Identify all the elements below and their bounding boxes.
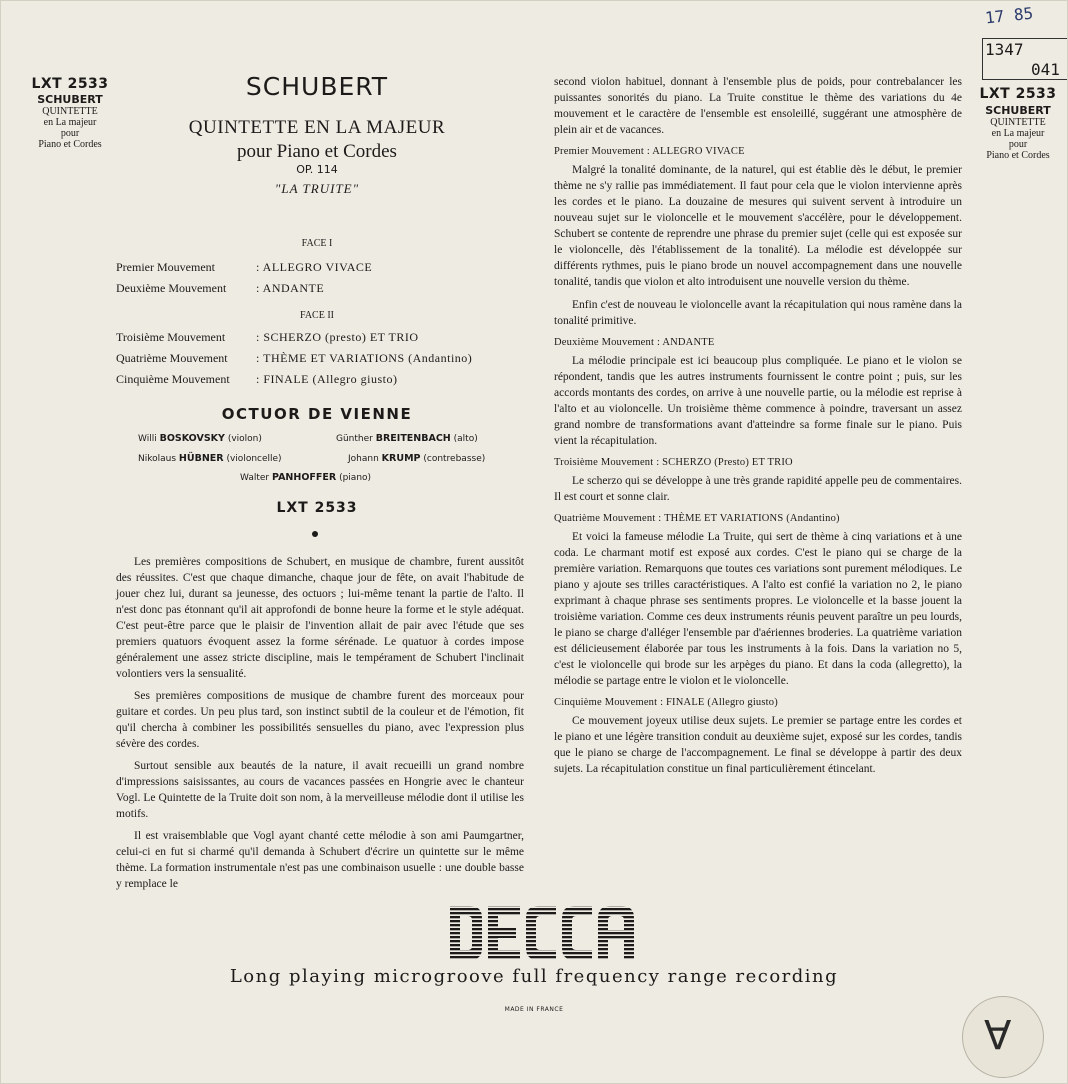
section-label: Deuxième Mouvement : <box>554 337 661 348</box>
notes-paragraph: Ce mouvement joyeux utilise deux sujets. Le premier se partage entre les cordes et le piano et une légère transition conduit au deuxième sujet, exposé sur les cordes, tandis que le piano se charge de l'accompagnement. Le final se développe à partir des deux sujets. La récapitulation constitue un final particulièrement étincelant. <box>554 715 962 775</box>
movement-title: : SCHERZO (presto) ET TRIO <box>256 330 419 344</box>
spine-catalog: LXT 2533 <box>979 86 1057 102</box>
notes-paragraph: Ses premières compositions de musique de chambre furent des morceaux pour guitare et cordes. Un peu plus tard, son instinct subtil de la couleur et de l'émotion, fit qu'il chercha à combiner les possibilités sensuelles du piano, avec l'expression plus sévère des cordes. <box>116 690 524 750</box>
bullet-dot <box>312 531 318 537</box>
performer-last-name: BOSKOVSKY <box>159 433 225 444</box>
title-block <box>108 72 526 197</box>
decca-logo-graphic <box>448 904 636 962</box>
performer <box>138 433 262 444</box>
composer-name: SCHUBERT <box>245 72 389 101</box>
performer-first-name: Walter <box>240 473 270 483</box>
spine-catalog: LXT 2533 <box>31 76 109 92</box>
section-heading <box>554 337 962 348</box>
made-in-label: MADE IN FRANCE <box>504 1006 564 1013</box>
performer-instrument: (violoncelle) <box>226 454 282 464</box>
work-nickname: "LA TRUITE" <box>274 181 360 196</box>
performer-first-name: Nikolaus <box>138 454 177 464</box>
spine-line3: Piano et Cordes <box>38 139 102 150</box>
spine-line2: pour <box>60 128 80 139</box>
spine-line1: en La majeur <box>991 128 1045 139</box>
movement-2 <box>116 278 324 299</box>
catalog-number: LXT 2533 <box>276 500 358 516</box>
spine-line2: pour <box>1008 139 1028 150</box>
notes-paragraph: second violon habituel, donnant à l'ensemble plus de poids, pour contrebalancer les puissantes sonorités du piano. La Truite constitue le thème des variations du 4e mouvement et le caractère de l'ensemble est ensoleillé, suggérant une atmosphère de plein air et de vacances. <box>554 76 962 136</box>
section-label: Troisième Mouvement : <box>554 457 660 468</box>
movement-label: Quatrième Mouvement <box>116 351 228 365</box>
stamp-line2: 041 <box>1031 60 1060 79</box>
movement-title: : FINALE (Allegro giusto) <box>256 372 398 386</box>
movement-title: : THÈME ET VARIATIONS (Andantino) <box>256 351 473 365</box>
section-title: SCHERZO (Presto) ET TRIO <box>662 457 793 468</box>
performer-last-name: PANHOFFER <box>271 472 337 483</box>
section-label: Quatrième Mouvement : <box>554 513 662 524</box>
spine-composer: SCHUBERT <box>37 93 103 106</box>
performer-last-name: KRUMP <box>381 453 421 464</box>
spine-left <box>25 76 115 150</box>
section-title: ANDANTE <box>662 337 715 348</box>
face-1-label: FACE I <box>301 238 333 249</box>
stamp-line1: 1347 <box>985 40 1024 59</box>
liner-notes-right <box>554 74 962 784</box>
movement-title: : ANDANTE <box>256 281 325 295</box>
spine-line3: Piano et Cordes <box>986 150 1050 161</box>
performer-first-name: Johann <box>348 454 379 464</box>
notes-paragraph: Et voici la fameuse mélodie La Truite, qui sert de thème à cinq variations et à une coda. Le charmant motif est exposé aux cordes. C'est le piano qui se charge de la première variation. Remarquons que toutes ces variations sont purement mélodiques. Le piano y ajoute ses trilles caractéristiques. A l'alto est confié la variation no 2, le piano exprimant à chaque phrase ses sentiments propres. Le violoncelle et la basse jouent la troisième variation. Comme ces deux instruments réunis peuvent paraître un peu lourds, le piano se charge d'alléger l'ensemble par d'aériennes broderies. La quatrième variation est délicieusement élaborée par tous les instruments à la fois. Dans la variation no 5, c'est le violoncelle qui brode sur les arpèges du piano. Et dans la coda (allegretto), la mélodie se partage entre le violon et le violoncelle. <box>554 531 962 687</box>
section-label: Premier Mouvement : <box>554 146 650 157</box>
notes-paragraph: Enfin c'est de nouveau le violoncelle avant la récapitulation qui nous ramène dans la tonalité primitive. <box>554 299 962 327</box>
notes-paragraph: Malgré la tonalité dominante, de la naturel, qui est établie dès le début, le premier thème ne s'y rallie pas immédiatement. Il faut pour cela que le violon intervienne après les cordes et le piano. La douzaine de mesures qui suivent servent à introduire un nouveau sujet sur le violoncelle et le mouvement s'accélère, pour le développement. Schubert se contente de reprendre une phrase du premier sujet (celle qui est exposée sur le violoncelle, dès l'établissement de la tonalité). La mélodie est développée sur différents rythmes, puis le piano brode un nouvel accompagnement dans une nouvelle tonalité, tandis que violon et alto introduisent une nouvelle version du thème. <box>554 164 962 288</box>
performer <box>336 433 478 444</box>
performer-instrument: (piano) <box>339 473 372 483</box>
corner-letter: A <box>984 1010 1012 1056</box>
opus-number: OP. 114 <box>296 163 338 176</box>
notes-paragraph: La mélodie principale est ici beaucoup plus compliquée. Le piano et le violon se répondent, tandis que les autres instruments fournissent le contre point ; puis, sur les accords montants des cordes, on arrive à une nouvelle partie, ou la mélodie est reprise à l'alto et au violoncelle. Un troisième thème commence à poindre, traversant un assez grand nombre de transformations avant d'atteindre sa forme finale sur le piano. Puis vient la récapitulation. <box>554 355 962 447</box>
section-heading <box>554 697 962 708</box>
notes-paragraph: Il est vraisemblable que Vogl ayant chanté cette mélodie à son ami Paumgartner, celui-ci en fut si charmé qu'il demanda à Schubert d'écrire un quintette sur le même thème. La formation instrumentale n'est pas une combinaison usuelle : une double basse y remplace le <box>116 830 524 890</box>
section-heading <box>554 457 962 468</box>
ensemble-name: OCTUOR DE VIENNE <box>221 405 413 423</box>
spine-composer: SCHUBERT <box>985 104 1051 117</box>
work-subtitle: pour Piano et Cordes <box>237 141 397 162</box>
section-heading <box>554 146 962 157</box>
handwritten-note: 17 85 <box>984 3 1035 28</box>
performer-last-name: BREITENBACH <box>375 433 451 444</box>
notes-paragraph: Surtout sensible aux beautés de la nature, il avait recueilli un grand nombre d'impressions saisissantes, au cours de vacances passées en Hongrie avec le chanteur Vogl. Le Quintette de la Truite doit son nom, à la merveilleuse mélodie dont il utilise les motifs. <box>116 760 524 820</box>
brand-tagline: Long playing microgroove full frequency range recording <box>229 966 839 987</box>
movement-1 <box>116 257 372 278</box>
performer <box>240 472 371 483</box>
section-label: Cinquième Mouvement : <box>554 697 664 708</box>
performer-instrument: (contrebasse) <box>423 454 486 464</box>
movement-label: Cinquième Mouvement <box>116 372 230 386</box>
movement-3 <box>116 327 419 348</box>
section-title: FINALE (Allegro giusto) <box>666 697 778 708</box>
movement-label: Deuxième Mouvement <box>116 281 227 295</box>
inventory-stamp <box>985 40 1060 80</box>
liner-notes-left <box>116 554 524 898</box>
section-title: ALLEGRO VIVACE <box>652 146 745 157</box>
movement-5 <box>116 369 397 390</box>
performer-instrument: (alto) <box>453 434 478 444</box>
notes-paragraph: Les premières compositions de Schubert, en musique de chambre, furent aussitôt des réussites. C'est que chaque dimanche, chaque jour de fête, on avait l'habitude de jouer chez lui, durant sa jeunesse, des octuors ; lui-même tenant la partie de l'alto. Il n'est donc pas étonnant qu'il ait approfondi de bonne heure la forme et le style adéquat. C'est peut-être parce que le plaisir de l'invention allait de pair avec l'étude que ses premiers quatuors évoquent assez la forme sérénade. Le quatuor à cordes impose généralement une assez stricte discipline, mais le tempérament de Schubert l'inclinait volontiers vers la sensualité. <box>116 556 524 680</box>
movement-label: Premier Mouvement <box>116 260 215 274</box>
performer-instrument: (violon) <box>227 434 262 444</box>
section-heading <box>554 513 962 524</box>
movement-4 <box>116 348 472 369</box>
notes-paragraph: Le scherzo qui se développe à une très grande rapidité appelle peu de commentaires. Il est court et sonne clair. <box>554 475 962 503</box>
performer <box>138 453 282 464</box>
movement-label: Troisième Mouvement <box>116 330 226 344</box>
work-title: QUINTETTE EN LA MAJEUR <box>188 117 446 138</box>
face-2-label: FACE II <box>300 310 334 321</box>
spine-right <box>968 86 1068 161</box>
spine-line1: en La majeur <box>43 117 97 128</box>
section-title: THÈME ET VARIATIONS (Andantino) <box>664 513 840 524</box>
performer-first-name: Günther <box>336 434 373 444</box>
movement-title: : ALLEGRO VIVACE <box>256 260 373 274</box>
performer <box>348 453 485 464</box>
decca-logo <box>448 904 636 966</box>
performer-first-name: Willi <box>138 434 157 444</box>
performer-last-name: HÜBNER <box>178 453 224 464</box>
spine-work: QUINTETTE <box>990 117 1046 128</box>
spine-work: QUINTETTE <box>42 106 98 117</box>
